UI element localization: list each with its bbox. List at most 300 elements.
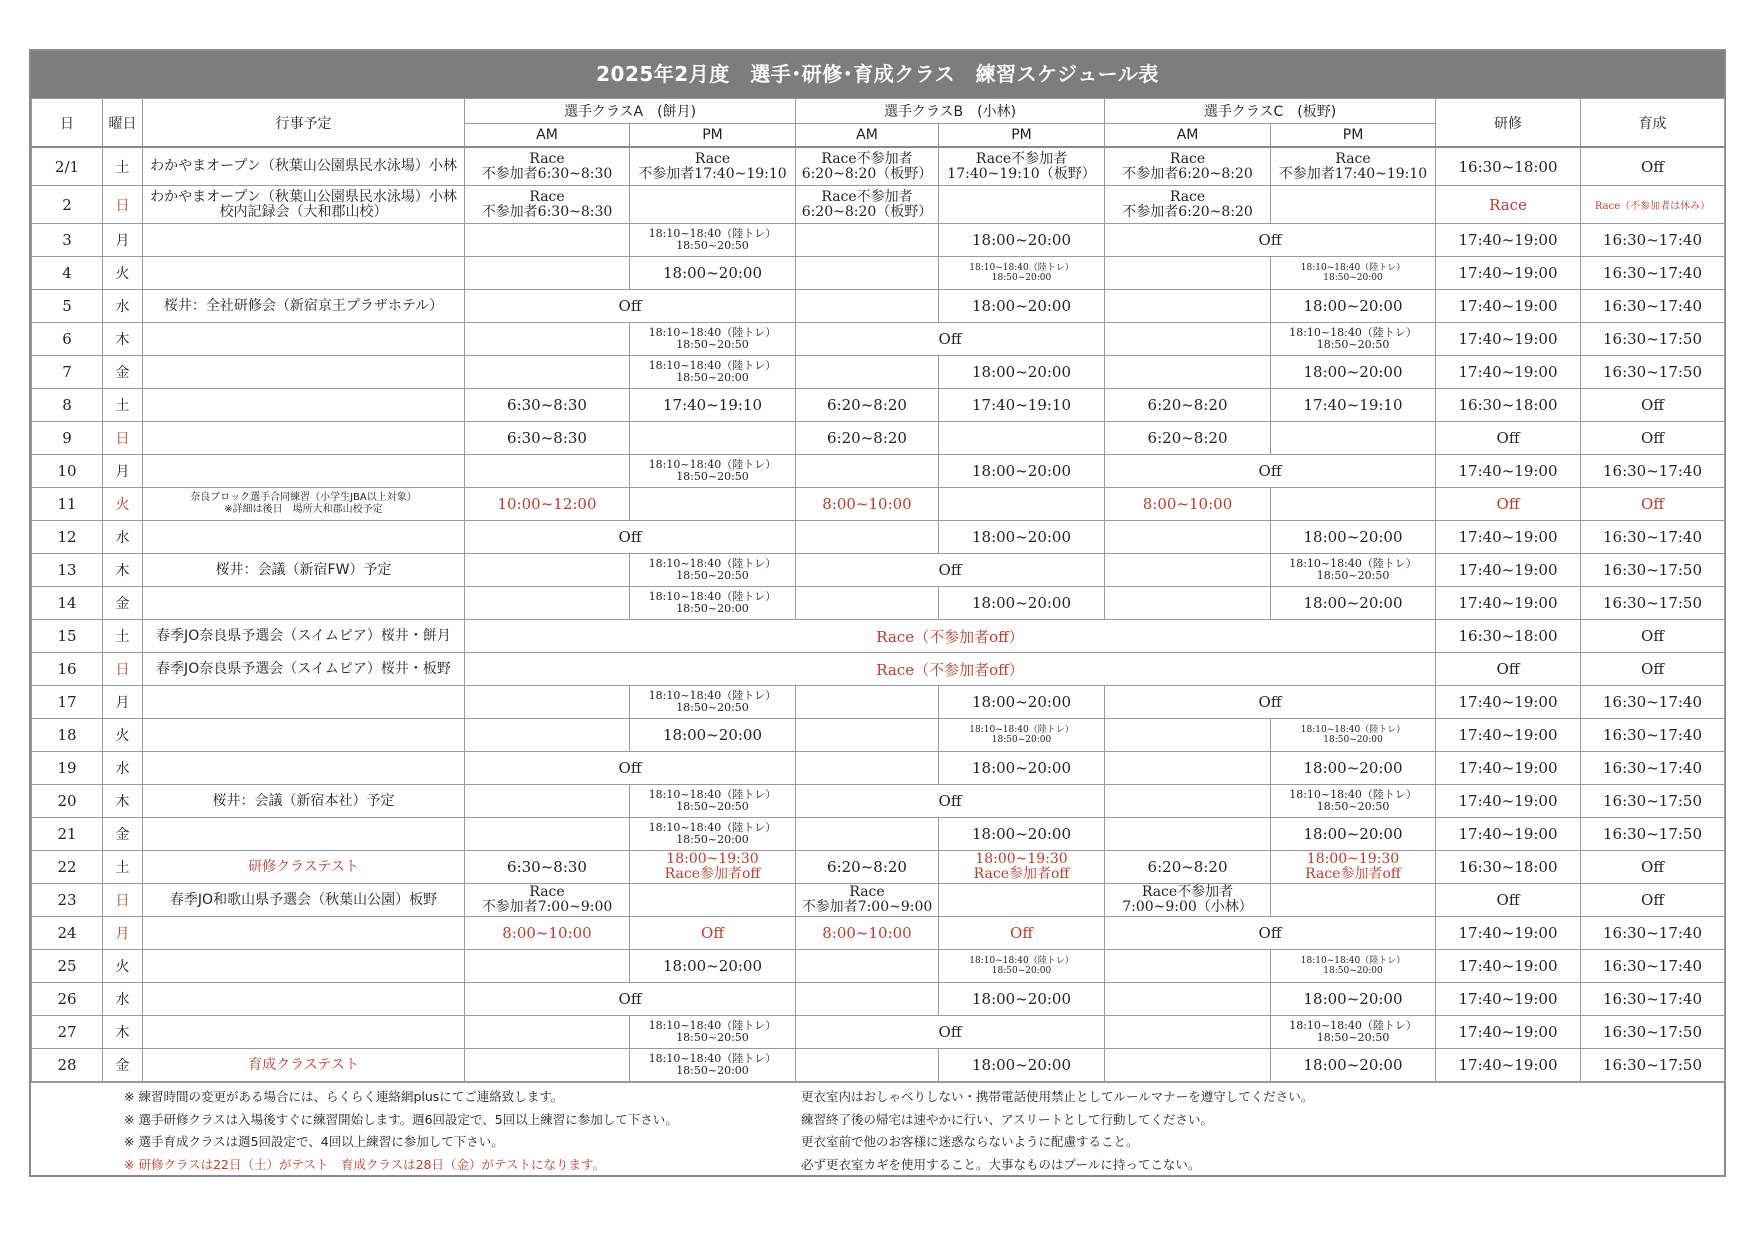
class-a-merged: Off xyxy=(465,290,796,323)
class-c-am xyxy=(1105,356,1271,389)
class-a-am xyxy=(465,224,630,257)
event-cell xyxy=(143,686,465,719)
class-c-pm xyxy=(1271,147,1436,186)
class-c-am xyxy=(1105,884,1271,917)
table-row xyxy=(32,257,1725,290)
cell-text: 18:50~20:50 xyxy=(676,338,749,351)
header-kenshu: 研修 xyxy=(1436,99,1581,148)
event-cell xyxy=(143,983,465,1016)
event-cell xyxy=(143,620,465,653)
cell-text: Race xyxy=(849,884,885,900)
class-c-am xyxy=(1105,851,1271,884)
cell-text: わかやまオープン（秋葉山公園県民水泳場）小林 xyxy=(150,188,457,205)
event-cell xyxy=(143,488,465,521)
class-c-pm xyxy=(1271,719,1436,752)
class-a-merged: Off xyxy=(465,752,796,785)
class-a-pm xyxy=(630,587,796,620)
class-b-pm xyxy=(939,686,1105,719)
class-b-pm xyxy=(939,389,1105,422)
header-c-am: AM xyxy=(1105,124,1271,148)
ikusei-cell: Off xyxy=(1581,147,1725,186)
class-c-am xyxy=(1105,257,1271,290)
kenshu-cell: 16:30~18:00 xyxy=(1436,147,1581,186)
cell-text: 18:00~20:00 xyxy=(971,759,1072,777)
class-a-am xyxy=(465,389,630,422)
table-row xyxy=(32,752,1725,785)
event-cell xyxy=(143,785,465,818)
class-a-am xyxy=(465,884,630,917)
ikusei-cell: 16:30~17:50 xyxy=(1581,356,1725,389)
class-b-am xyxy=(796,884,939,917)
ikusei-cell: Off xyxy=(1581,884,1725,917)
kenshu-cell: 17:40~19:00 xyxy=(1436,950,1581,983)
class-c-am xyxy=(1105,147,1271,186)
day-number: 18 xyxy=(32,719,103,752)
weekday: 火 xyxy=(103,488,143,521)
cell-text: 18:50~20:00 xyxy=(676,1064,749,1077)
cell-text: 6:20~8:20 xyxy=(827,429,907,447)
cell-text: 6:20~8:20 xyxy=(1147,396,1228,414)
day-number: 3 xyxy=(32,224,103,257)
day-number: 15 xyxy=(32,620,103,653)
cell-text: 不参加者6:30~8:30 xyxy=(481,165,613,182)
weekday: 土 xyxy=(103,389,143,422)
event-cell xyxy=(143,554,465,587)
cell-text: Off xyxy=(701,924,724,942)
class-c-pm xyxy=(1271,851,1436,884)
class-b-pm xyxy=(939,587,1105,620)
class-a-am xyxy=(465,186,630,224)
ikusei-cell: 16:30~17:40 xyxy=(1581,950,1725,983)
weekday: 金 xyxy=(103,1049,143,1082)
cell-text: 18:50~20:50 xyxy=(676,800,749,813)
schedule-body xyxy=(32,147,1725,1082)
class-c-am xyxy=(1105,752,1271,785)
class-a-pm xyxy=(630,422,796,455)
ikusei-cell: Off xyxy=(1581,389,1725,422)
kenshu-cell: 16:30~18:00 xyxy=(1436,389,1581,422)
table-row xyxy=(32,587,1725,620)
weekday: 日 xyxy=(103,186,143,224)
kenshu-cell: Off xyxy=(1436,422,1581,455)
class-c-pm xyxy=(1271,521,1436,554)
class-b-pm xyxy=(939,186,1105,224)
class-a-am xyxy=(465,323,630,356)
cell-text: Race参加者off xyxy=(1305,866,1401,882)
class-a-am xyxy=(465,719,630,752)
cell-text: 不参加者17:40~19:10 xyxy=(638,165,787,182)
cell-text: 18:10~18:40（陸トレ） xyxy=(648,326,777,339)
cell-text: 17:40~19:10 xyxy=(662,396,763,414)
table-row xyxy=(32,422,1725,455)
class-b-pm xyxy=(939,488,1105,521)
kenshu-cell: 17:40~19:00 xyxy=(1436,686,1581,719)
class-b-am xyxy=(796,147,939,186)
class-a-pm xyxy=(630,917,796,950)
cell-text: 18:00~20:00 xyxy=(662,264,763,282)
cell-text: 18:00~20:00 xyxy=(971,594,1072,612)
day-number: 21 xyxy=(32,818,103,851)
ikusei-cell: 16:30~17:50 xyxy=(1581,323,1725,356)
note-line: 更衣室前で他のお客様に迷惑ならないように配慮すること。 xyxy=(801,1134,1139,1149)
ikusei-cell: 16:30~17:50 xyxy=(1581,1049,1725,1082)
class-c-am xyxy=(1105,554,1271,587)
cell-text: 18:10~18:40（陸トレ） xyxy=(1300,956,1406,966)
class-b-am xyxy=(796,389,939,422)
class-b-pm xyxy=(939,455,1105,488)
schedule-sheet xyxy=(29,49,1726,1177)
cell-text: 18:10~18:40（陸トレ） xyxy=(1300,725,1406,735)
cell-text: 桜井：全社研修会（新宿京王プラザホテル） xyxy=(163,297,444,314)
ikusei-cell: Off xyxy=(1581,653,1725,686)
notes-section xyxy=(31,1082,1724,1175)
table-row xyxy=(32,290,1725,323)
class-a-am xyxy=(465,554,630,587)
day-number: 5 xyxy=(32,290,103,323)
class-a-am xyxy=(465,818,630,851)
class-b-pm xyxy=(939,917,1105,950)
cell-text: 18:50~20:00 xyxy=(676,833,749,846)
ikusei-cell: 16:30~17:50 xyxy=(1581,587,1725,620)
event-cell xyxy=(143,455,465,488)
table-row xyxy=(32,323,1725,356)
class-c-am xyxy=(1105,785,1271,818)
kenshu-cell: 17:40~19:00 xyxy=(1436,257,1581,290)
class-b-merged: Off xyxy=(796,785,1105,818)
class-b-am xyxy=(796,488,939,521)
weekday: 木 xyxy=(103,554,143,587)
day-number: 24 xyxy=(32,917,103,950)
table-row xyxy=(32,983,1725,1016)
class-a-am xyxy=(465,1016,630,1049)
class-a-pm xyxy=(630,356,796,389)
cell-text: Race不参加者 xyxy=(821,188,913,205)
class-a-merged: Off xyxy=(465,983,796,1016)
weekday: 日 xyxy=(103,884,143,917)
cell-text: 8:00~10:00 xyxy=(1142,495,1233,513)
day-number: 2 xyxy=(32,186,103,224)
kenshu-cell: 17:40~19:00 xyxy=(1436,554,1581,587)
cell-text: 18:50~20:00 xyxy=(676,602,749,615)
cell-text: 18:50~20:50 xyxy=(676,470,749,483)
table-row xyxy=(32,818,1725,851)
day-number: 14 xyxy=(32,587,103,620)
class-a-am xyxy=(465,587,630,620)
cell-text: 18:00~20:00 xyxy=(971,825,1072,843)
class-b-am xyxy=(796,257,939,290)
class-a-am xyxy=(465,1049,630,1082)
ikusei-cell: 16:30~17:40 xyxy=(1581,686,1725,719)
class-a-pm xyxy=(630,818,796,851)
cell-text: 18:50~20:50 xyxy=(1316,569,1390,582)
cell-text: 18:00~20:00 xyxy=(971,990,1072,1008)
kenshu-cell: 17:40~19:00 xyxy=(1436,719,1581,752)
class-a-pm xyxy=(630,323,796,356)
weekday: 火 xyxy=(103,719,143,752)
kenshu-cell: Off xyxy=(1436,884,1581,917)
class-b-pm xyxy=(939,884,1105,917)
weekday: 木 xyxy=(103,785,143,818)
class-a-pm xyxy=(630,851,796,884)
kenshu-cell: 17:40~19:00 xyxy=(1436,818,1581,851)
event-cell xyxy=(143,356,465,389)
class-c-pm xyxy=(1271,488,1436,521)
class-c-merged: Off xyxy=(1105,224,1436,257)
note-line: ※ 研修クラスは22日（土）がテスト 育成クラスは28日（金）がテストになります。 xyxy=(124,1156,606,1172)
cell-text: 18:00~20:00 xyxy=(1303,297,1403,315)
cell-text: 校内記録会（大和郡山校） xyxy=(219,203,388,220)
cell-text: 奈良ブロック選手合同練習（小学生JBA以上対象） xyxy=(190,492,417,503)
cell-text: Race xyxy=(1169,150,1206,167)
cell-text: 18:10~18:40（陸トレ） xyxy=(648,821,777,834)
class-a-merged: Off xyxy=(465,521,796,554)
class-c-am xyxy=(1105,488,1271,521)
class-c-pm xyxy=(1271,950,1436,983)
class-c-am xyxy=(1105,290,1271,323)
class-c-am xyxy=(1105,719,1271,752)
cell-text: 桜井：会議（新宿FW）予定 xyxy=(215,561,392,578)
class-a-am xyxy=(465,422,630,455)
note-line: ※ 選手研修クラスは入場後すぐに練習開始します。週6回設定で、5回以上練習に参加して下さい。 xyxy=(124,1111,678,1127)
class-b-am xyxy=(796,719,939,752)
class-a-pm xyxy=(630,554,796,587)
schedule-table xyxy=(31,98,1725,1082)
class-b-pm xyxy=(939,257,1105,290)
table-row xyxy=(32,224,1725,257)
class-b-pm xyxy=(939,818,1105,851)
class-b-pm xyxy=(939,147,1105,186)
class-a-pm xyxy=(630,488,796,521)
table-row xyxy=(32,851,1725,884)
ikusei-cell: Off xyxy=(1581,851,1725,884)
class-b-am xyxy=(796,818,939,851)
class-b-pm xyxy=(939,356,1105,389)
class-a-pm xyxy=(630,884,796,917)
cell-text: 18:00~20:00 xyxy=(1303,990,1403,1008)
class-b-pm xyxy=(939,983,1105,1016)
cell-text: 18:10~18:40（陸トレ） xyxy=(648,788,777,801)
class-b-am xyxy=(796,224,939,257)
cell-text: Race xyxy=(529,884,565,900)
ikusei-cell: Off xyxy=(1581,488,1725,521)
ikusei-cell: 16:30~17:40 xyxy=(1581,719,1725,752)
cell-text: 18:10~18:40（陸トレ） xyxy=(648,1052,777,1065)
cell-text: 10:00~12:00 xyxy=(497,495,597,513)
class-c-pm xyxy=(1271,1049,1436,1082)
cell-text: 6:20~8:20（板野） xyxy=(801,165,933,182)
table-row xyxy=(32,1016,1725,1049)
ikusei-cell: 16:30~17:50 xyxy=(1581,785,1725,818)
cell-text: 17:40~19:10 xyxy=(971,396,1072,414)
class-a-am xyxy=(465,785,630,818)
kenshu-cell: 17:40~19:00 xyxy=(1436,290,1581,323)
cell-text: 18:50~20:00 xyxy=(676,371,749,384)
class-c-am xyxy=(1105,983,1271,1016)
table-row xyxy=(32,521,1725,554)
cell-text: Race xyxy=(529,150,565,167)
page-title: 2025年2月度 選手･研修･育成クラス 練習スケジュール表 xyxy=(31,51,1724,98)
cell-text: Off xyxy=(1010,924,1033,942)
note-line: 必ず更衣室カギを使用すること。大事なものはプールに持ってこない。 xyxy=(801,1156,1201,1172)
cell-text: 18:50~20:50 xyxy=(676,701,749,714)
cell-text: 不参加者7:00~9:00 xyxy=(481,899,613,915)
class-b-am xyxy=(796,587,939,620)
cell-text: 18:50~20:00 xyxy=(991,735,1052,745)
ikusei-cell: Off xyxy=(1581,422,1725,455)
ikusei-cell: 16:30~17:50 xyxy=(1581,1016,1725,1049)
cell-text: 不参加者6:20~8:20 xyxy=(1122,165,1253,182)
class-c-pm xyxy=(1271,752,1436,785)
class-b-pm xyxy=(939,521,1105,554)
day-number: 11 xyxy=(32,488,103,521)
class-c-pm xyxy=(1271,818,1436,851)
cell-text: 6:20~8:20 xyxy=(1147,429,1228,447)
header-ikusei: 育成 xyxy=(1581,99,1725,148)
cell-text: Race参加者off xyxy=(664,866,761,882)
class-c-pm xyxy=(1271,290,1436,323)
cell-text: 18:10~18:40（陸トレ） xyxy=(648,689,777,702)
class-c-pm xyxy=(1271,554,1436,587)
note-line: ※ 選手育成クラスは週5回設定で、4回以上練習に参加して下さい。 xyxy=(124,1134,504,1149)
cell-text: 18:10~18:40（陸トレ） xyxy=(969,725,1074,735)
cell-text: 18:10~18:40（陸トレ） xyxy=(969,956,1074,966)
cell-text: 桜井：会議（新宿本社）予定 xyxy=(212,792,395,809)
cell-text: 18:00~19:30 xyxy=(975,851,1068,867)
class-a-am xyxy=(465,488,630,521)
event-cell xyxy=(143,917,465,950)
day-number: 23 xyxy=(32,884,103,917)
cell-text: 不参加者6:30~8:30 xyxy=(481,203,613,220)
cell-text: 8:00~10:00 xyxy=(822,924,912,942)
cell-text: 研修クラステスト xyxy=(248,858,359,875)
class-b-am xyxy=(796,521,939,554)
cell-text: 18:50~20:00 xyxy=(991,966,1052,976)
cell-text: わかやまオープン（秋葉山公園県民水泳場）小林 xyxy=(150,158,457,174)
kenshu-cell: 17:40~19:00 xyxy=(1436,1049,1581,1082)
class-a-pm xyxy=(630,1016,796,1049)
cell-text: Race xyxy=(1169,188,1206,205)
note-line: 更衣室内はおしゃべりしない・携帯電話使用禁止としてルールマナーを遵守してください。 xyxy=(801,1089,1314,1104)
class-a-pm xyxy=(630,950,796,983)
cell-text: 18:50~20:50 xyxy=(1316,1031,1390,1044)
cell-text: 6:20~8:20（板野） xyxy=(801,203,933,220)
cell-text: Race不参加者 xyxy=(1141,884,1234,900)
event-cell xyxy=(143,587,465,620)
cell-text: 育成クラステスト xyxy=(248,1056,359,1073)
class-b-merged: Off xyxy=(796,554,1105,587)
cell-text: 18:50~20:50 xyxy=(1316,800,1390,813)
day-number: 16 xyxy=(32,653,103,686)
class-b-pm xyxy=(939,422,1105,455)
cell-text: 18:00~20:00 xyxy=(1303,528,1403,546)
class-b-pm xyxy=(939,1049,1105,1082)
table-row xyxy=(32,686,1725,719)
cell-text: ※詳細は後日 場所大和郡山校予定 xyxy=(224,504,383,515)
event-cell xyxy=(143,290,465,323)
header-weekday: 曜日 xyxy=(103,99,143,148)
class-c-merged: Off xyxy=(1105,455,1436,488)
class-b-pm xyxy=(939,290,1105,323)
class-b-am xyxy=(796,290,939,323)
kenshu-cell: 17:40~19:00 xyxy=(1436,752,1581,785)
class-a-pm xyxy=(630,224,796,257)
day-number: 12 xyxy=(32,521,103,554)
cell-text: 17:40~19:10 xyxy=(1303,396,1403,414)
cell-text: 18:10~18:40（陸トレ） xyxy=(969,263,1074,273)
cell-text: 18:10~18:40（陸トレ） xyxy=(1300,263,1406,273)
event-cell xyxy=(143,1016,465,1049)
class-b-pm xyxy=(939,851,1105,884)
cell-text: 18:00~20:00 xyxy=(1303,594,1403,612)
table-row xyxy=(32,719,1725,752)
cell-text: 18:10~18:40（陸トレ） xyxy=(1289,557,1417,570)
table-row xyxy=(32,653,1725,686)
class-c-merged: Off xyxy=(1105,686,1436,719)
race-merged-cell: Race（不参加者off） xyxy=(465,620,1436,653)
header-class-c: 選手クラスC (板野) xyxy=(1105,99,1436,124)
kenshu-cell: 17:40~19:00 xyxy=(1436,587,1581,620)
cell-text: 不参加者7:00~9:00 xyxy=(801,899,933,915)
ikusei-cell: 16:30~17:40 xyxy=(1581,983,1725,1016)
table-row xyxy=(32,620,1725,653)
class-b-am xyxy=(796,186,939,224)
header-class-b: 選手クラスB (小林) xyxy=(796,99,1105,124)
event-cell xyxy=(143,1049,465,1082)
class-a-am xyxy=(465,950,630,983)
event-cell xyxy=(143,752,465,785)
class-b-am xyxy=(796,917,939,950)
cell-text: 7:00~9:00（小林） xyxy=(1122,899,1253,915)
day-number: 20 xyxy=(32,785,103,818)
ikusei-cell: 16:30~17:40 xyxy=(1581,521,1725,554)
ikusei-cell: 16:30~17:50 xyxy=(1581,554,1725,587)
day-number: 4 xyxy=(32,257,103,290)
cell-text: 8:00~10:00 xyxy=(502,924,592,942)
day-number: 2/1 xyxy=(32,147,103,186)
kenshu-cell: 17:40~19:00 xyxy=(1436,785,1581,818)
cell-text: 春季JO和歌山県予選会（秋葉山公園）板野 xyxy=(169,891,438,908)
table-row xyxy=(32,950,1725,983)
weekday: 土 xyxy=(103,851,143,884)
event-cell xyxy=(143,147,465,186)
table-row xyxy=(32,554,1725,587)
note-line: 練習終了後の帰宅は速やかに行い、アスリートとして行動してください。 xyxy=(801,1111,1214,1127)
class-c-pm xyxy=(1271,257,1436,290)
class-b-am xyxy=(796,1049,939,1082)
class-b-am xyxy=(796,752,939,785)
header-b-am: AM xyxy=(796,124,939,148)
kenshu-cell: 16:30~18:00 xyxy=(1436,620,1581,653)
weekday: 月 xyxy=(103,686,143,719)
header-a-am: AM xyxy=(465,124,630,148)
cell-text: 18:00~20:00 xyxy=(971,462,1072,480)
class-a-am xyxy=(465,455,630,488)
day-number: 9 xyxy=(32,422,103,455)
class-a-pm xyxy=(630,147,796,186)
day-number: 27 xyxy=(32,1016,103,1049)
cell-text: 6:20~8:20 xyxy=(827,396,907,414)
cell-text: 不参加者17:40~19:10 xyxy=(1278,165,1428,182)
race-merged-cell: Race（不参加者off） xyxy=(465,653,1436,686)
class-c-am xyxy=(1105,950,1271,983)
cell-text: 春季JO奈良県予選会（スイムピア）桜井・餅月 xyxy=(156,627,451,644)
weekday: 金 xyxy=(103,587,143,620)
kenshu-cell: 16:30~18:00 xyxy=(1436,851,1581,884)
cell-text: 18:00~20:00 xyxy=(971,363,1072,381)
class-b-am xyxy=(796,950,939,983)
cell-text: 18:10~18:40（陸トレ） xyxy=(1289,1019,1417,1032)
cell-text: 6:30~8:30 xyxy=(507,858,587,876)
